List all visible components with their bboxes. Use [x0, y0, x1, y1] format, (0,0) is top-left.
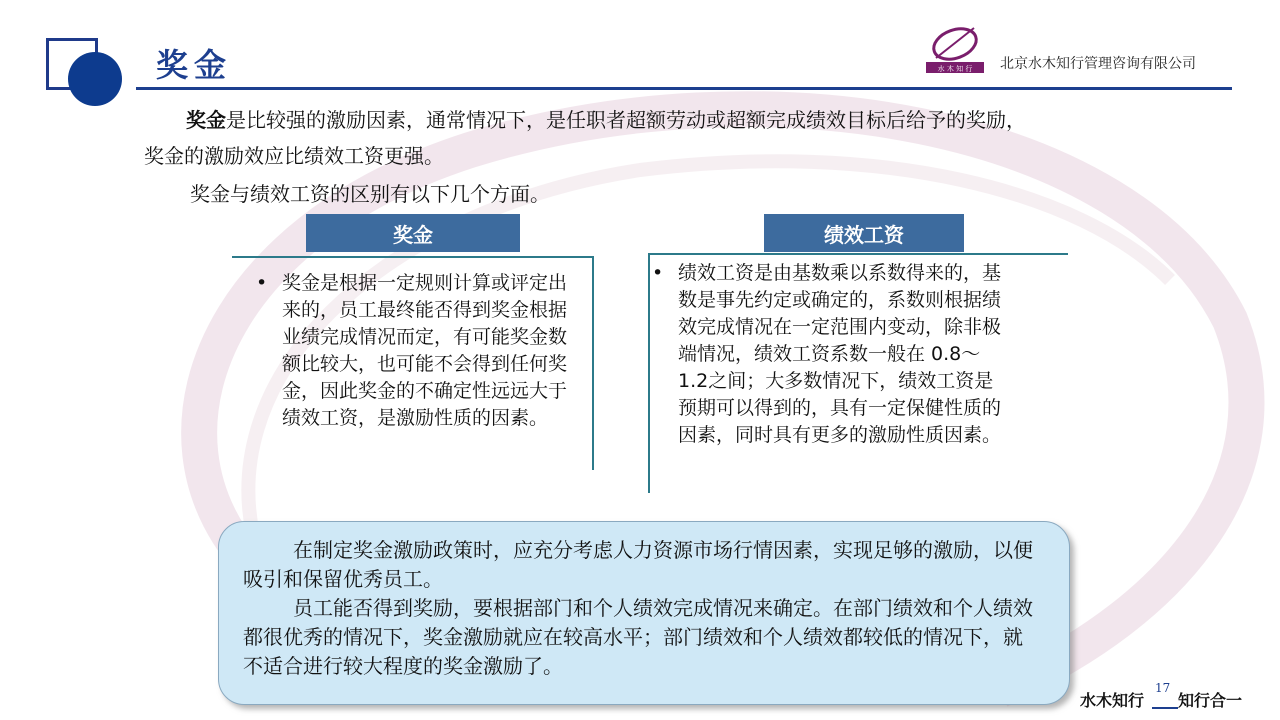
- header-divider: [136, 87, 1232, 90]
- page-number: 17: [1155, 681, 1171, 695]
- footer-slogan-right: 知行合一: [1178, 691, 1243, 710]
- comparison-subhead: 奖金与绩效工资的区别有以下几个方面。: [190, 182, 550, 206]
- intro-paragraph: [144, 102, 1134, 174]
- intro-line1: 是比较强的激励因素，通常情况下，是任职者超额劳动或超额完成绩效目标后给予的奖励，: [226, 108, 1026, 132]
- page-title: 奖金: [156, 46, 233, 84]
- bonus-description: [256, 270, 568, 432]
- performance-pay-label: 绩效工资: [764, 214, 964, 252]
- bonus-description-text: 奖金是根据一定规则计算或评定出来的，员工最终能否得到奖金根据业绩完成情况而定，有可能奖金数额比较大，也可能不会得到任何奖金，因此奖金的不确定性远远大于绩效工资，是激励性质的因素。: [282, 272, 568, 429]
- company-name: 北京水木知行管理咨询有限公司: [1000, 56, 1196, 72]
- footer-slogan-left: 水木知行: [1080, 691, 1145, 710]
- company-logo: [922, 22, 988, 74]
- bullet-icon: •: [256, 272, 268, 294]
- bonus-label: 奖金: [306, 214, 520, 252]
- header-circle-decoration: [68, 52, 122, 106]
- intro-line2: 奖金的激励效应比绩效工资更强。: [144, 144, 444, 168]
- bullet-icon: •: [652, 262, 664, 284]
- performance-pay-description-text: 绩效工资是由基数乘以系数得来的，基数是事先约定或确定的，系数则根据绩效完成情况在一定范围内变动，除非极端情况，绩效工资系数一般在 0.8～ 1.2之间；大多数情况下，绩效工资是预期可以得到的，具有一定保健性质的因素，同时具有更多的激励性质因素。: [678, 262, 1002, 446]
- note-paragraph-2: 员工能否得到奖励，要根据部门和个人绩效完成情况来确定。在部门绩效和个人绩效都很优秀的情况下，奖金激励就应在较高水平；部门绩效和个人绩效都较低的情况下，就不适合进行较大程度的奖金激励了。: [243, 596, 1033, 678]
- note-paragraph-1: 在制定奖金激励政策时，应充分考虑人力资源市场行情因素，实现足够的激励，以便吸引和保留优秀员工。: [243, 538, 1033, 591]
- logo-text: 水 木 知 行: [937, 65, 973, 73]
- intro-bold-lead: 奖金: [186, 108, 226, 132]
- performance-pay-description: [652, 260, 1012, 449]
- page-number-underline: [1152, 707, 1178, 709]
- note-box: [218, 521, 1070, 705]
